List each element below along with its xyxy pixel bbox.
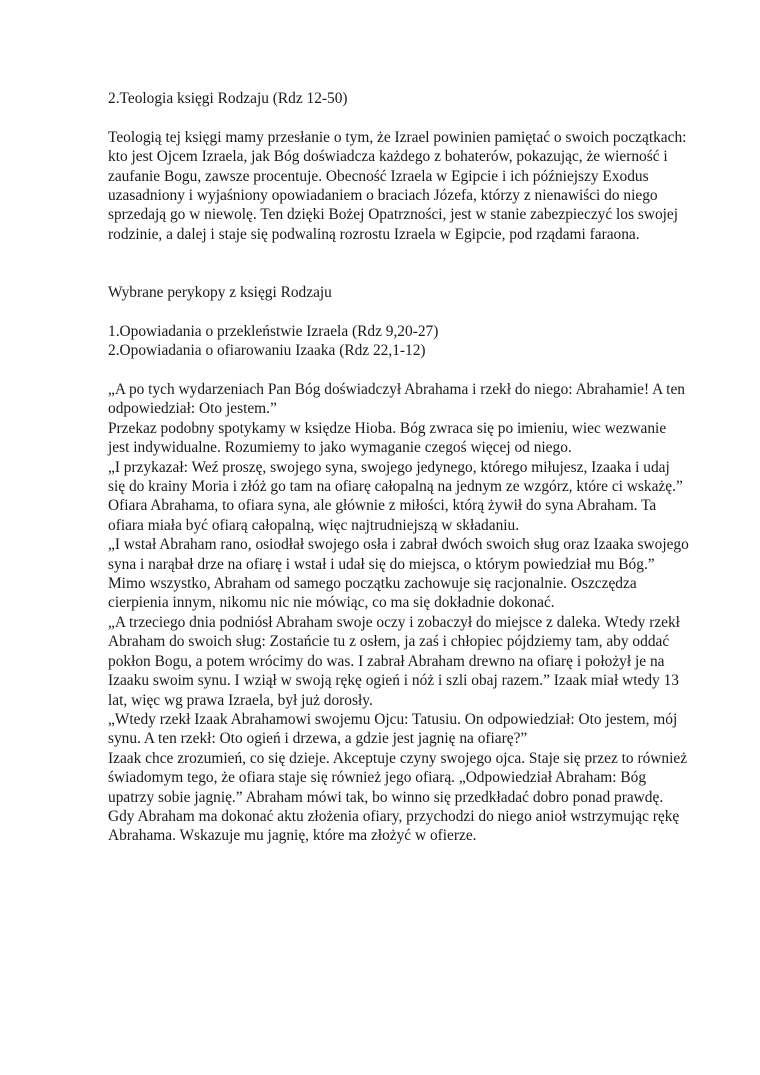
list-item: 2.Opowiadania o ofiarowaniu Izaaka (Rdz 22,1-12): [108, 342, 426, 360]
body-line: „I przykazał: Weź proszę, swojego syna, swojego jedynego, którego miłujesz, Izaaka i udaj: [108, 458, 670, 476]
body-line: Mimo wszystko, Abraham od samego początku zachowuje się racjonalnie. Oszczędza: [108, 575, 637, 593]
body-line: Przekaz podobny spotykamy w księdze Hioba. Bóg zwraca się po imieniu, wiec wezwanie: [108, 419, 667, 437]
body-line: Ofiara Abrahama, to ofiara syna, ale głównie z miłości, którą żywił do syna Abraham. Ta: [108, 497, 657, 515]
intro-line: kto jest Ojcem Izraela, jak Bóg doświadcza każdego z bohaterów, pokazując, że wierność i: [108, 148, 668, 166]
body-line: „Wtedy rzekł Izaak Abrahamowi swojemu Ojcu: Tatusiu. On odpowiedział: Oto jestem, mój: [108, 710, 678, 728]
spacer: [108, 302, 708, 321]
body-line: upatrzy sobie jagnię.” Abraham mówi tak, bo winno się przedkładać dobro ponad prawdę.: [108, 788, 664, 806]
list-item: 1.Opowiadania o przekleństwie Izraela (Rdz 9,20-27): [108, 322, 439, 340]
body-line: się do krainy Moria i złóż go tam na ofiarę całopalną na jednym ze wzgórz, które ci wskażę.”: [108, 478, 683, 496]
intro-line: zaufanie Bogu, zawsze procentuje. Obecność Izraela w Egipcie i ich późniejszy Exodus: [108, 167, 649, 185]
intro-line: rodzinie, a dalej i staje się podwaliną rozrostu Izraela w Egipcie, pod rządami faraona.: [108, 225, 640, 243]
spacer: [108, 264, 708, 283]
body-line: pokłon Bogu, a potem wrócimy do was. I zabrał Abraham drewno na ofiarę i położył je na: [108, 652, 665, 670]
body-line: synu. A ten rzekł: Oto ogień i drzewa, a gdzie jest jagnię na ofiarę?”: [108, 730, 528, 748]
body-line: ofiara miała być ofiarą całopalną, więc najtrudniejszą w składaniu.: [108, 516, 520, 534]
spacer: [108, 361, 708, 380]
intro-line: Teologią tej księgi mamy przesłanie o tym, że Izrael powinien pamiętać o swoich początkach:: [108, 128, 687, 146]
body-line: świadomym tego, że ofiara staje się również jego ofiarą. „Odpowiedział Abraham: Bóg: [108, 769, 647, 787]
body-line: odpowiedział: Oto jestem.”: [108, 400, 277, 418]
body-line: „I wstał Abraham rano, osiodłał swojego osła i zabrał dwóch swoich sług oraz Izaaka swojego: [108, 536, 689, 554]
pericope-list: [108, 322, 708, 361]
body-line: „A trzeciego dnia podniósł Abraham swoje oczy i zobaczył do miejsce z daleka. Wtedy rzekł: [108, 613, 680, 631]
spacer: [108, 244, 708, 263]
body-line: syna i narąbał drze na ofiarę i wstał i udał się do miejsca, o którym powiedział mu Bóg.”: [108, 555, 655, 573]
body-line: Izaaku swoim synu. I wziął w swoją rękę ogień i nóż i szli obaj razem.” Izaak miał wtedy 13: [108, 672, 679, 690]
body-line: cierpienia innym, nikomu nic nie mówiąc, co ma się dokładnie dokonać.: [108, 594, 555, 612]
body-line: lat, więc wg prawa Izraela, był już dorosły.: [108, 691, 373, 709]
body-text: [108, 380, 708, 846]
intro-line: sprzedają go w niewolę. Ten dzięki Bożej Opatrzności, jest w stanie zabezpieczyć los swojej: [108, 206, 679, 224]
intro-paragraph: [108, 128, 708, 244]
section-title: Wybrane perykopy z księgi Rodzaju: [108, 284, 332, 302]
body-line: „A po tych wydarzeniach Pan Bóg doświadczył Abrahama i rzekł do niego: Abrahamie! A ten: [108, 381, 685, 399]
body-line: Gdy Abraham ma dokonać aktu złożenia ofiary, przychodzi do niego anioł wstrzymując rękę: [108, 807, 680, 825]
body-line: jest indywidualne. Rozumiemy to jako wymaganie czegoś więcej od niego.: [108, 439, 572, 457]
intro-line: uzasadniony i wyjaśniony opowiadaniem o braciach Józefa, którzy z nienawiści do niego: [108, 187, 658, 205]
body-line: Izaak chce zrozumień, co się dzieje. Akceptuje czyny swojego ojca. Staje się przez to również: [108, 749, 688, 767]
document-content: [108, 89, 708, 846]
body-line: Abraham do swoich sług: Zostańcie tu z osłem, ja zaś i chłopiec pójdziemy tam, aby oddać: [108, 633, 670, 651]
spacer: [108, 108, 708, 127]
document-heading: 2.Teologia księgi Rodzaju (Rdz 12-50): [108, 90, 348, 107]
body-line: Abrahama. Wskazuje mu jagnię, które ma złożyć w ofierze.: [108, 827, 477, 845]
